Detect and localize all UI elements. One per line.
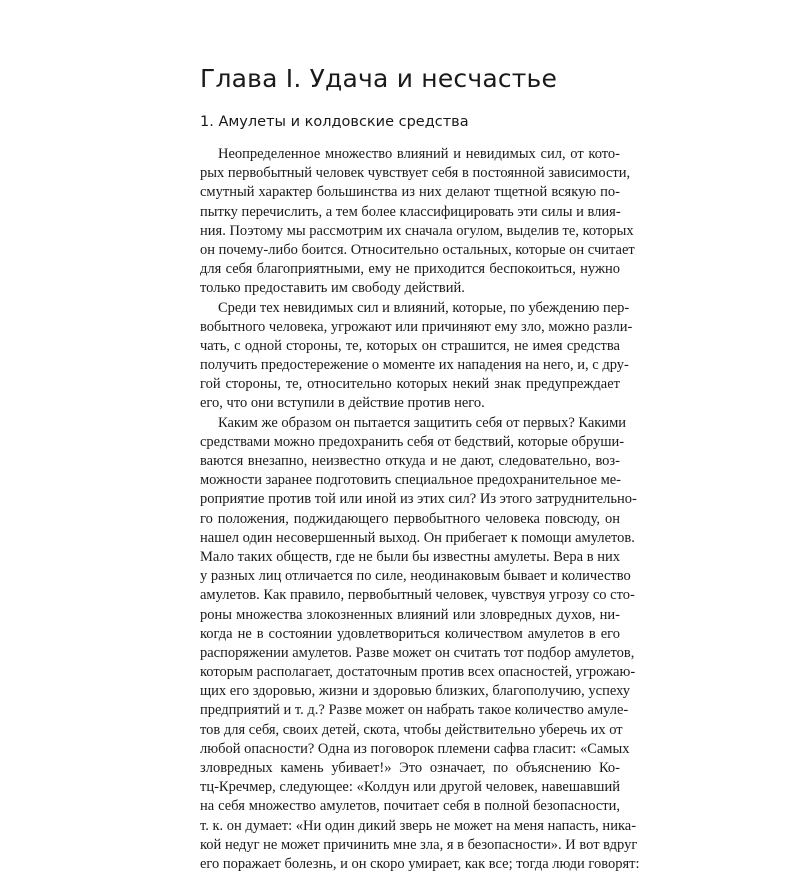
text-line: Каким же образом он пытается защитить себя от первых? Какими — [218, 414, 627, 431]
text-line: на себя множество амулетов, почитает себя в полной безопасности, — [200, 798, 620, 815]
chapter-title: Глава I. Удача и несчастье — [200, 64, 558, 93]
text-line: роны множества злокозненных влияний или зловредных духов, ни- — [200, 606, 620, 623]
text-line: получить предостережение о моменте их нападения на него, и, с дру- — [200, 357, 629, 374]
text-line: можности заранее подготовить специальное предохранительное ме- — [200, 472, 622, 489]
text-line: только предоставить им свободу действий. — [200, 280, 465, 297]
text-line: тов для себя, своих детей, скота, чтобы действительно уберечь их от — [200, 721, 623, 738]
text-line: Среди тех невидимых сил и влияний, которые, по убеждению пер- — [218, 299, 630, 316]
text-line: смутный характер большинства из них делают тщетной всякую по- — [200, 184, 620, 201]
text-line: предприятий и т. д.? Разве может он набрать такое количество амуле- — [200, 702, 629, 719]
text-line: ваются внезапно, неизвестно откуда и не дают, следовательно, воз- — [200, 453, 620, 469]
text-line: щих его здоровью, жизни и здоровью близких, благополучию, успеху — [200, 683, 631, 700]
text-line: чать, с одной стороны, те, которых он страшится, не имея средства — [200, 337, 620, 354]
text-line: Мало таких обществ, где не были бы известны амулеты. Вера в них — [200, 548, 620, 565]
text-line: кой недуг не может причинить мне зла, я в безопасности». И вот вдруг — [200, 836, 638, 853]
text-line: тц-Кречмер, следующее: «Колдун или другой человек, навешавший — [200, 779, 620, 796]
text-line: ния. Поэтому мы рассмотрим их сначала огулом, выделив те, которых — [200, 222, 634, 239]
text-line: зловредных камень убивает!» Это означает, по объяснению Ко- — [200, 760, 620, 776]
text-line: Неопределенное множество влияний и невидимых сил, от кото- — [218, 146, 620, 162]
text-line: роприятие против той или иной из этих сил? Из этого затруднительно- — [200, 491, 637, 508]
text-line: амулетов. Как правило, первобытный человек, чувствуя угрозу со сто- — [200, 587, 635, 604]
text-line: нашел один несовершенный выход. Он прибегает к помощи амулетов. — [200, 529, 635, 546]
text-line: т. к. он думает: «Ни один дикий зверь не может на меня напасть, ника- — [200, 817, 637, 834]
text-line: его, что они вступили в действие против него. — [200, 395, 485, 412]
body-text — [200, 145, 640, 874]
text-line: рых первобытный человек чувствует себя в постоянной зависимости, — [200, 165, 631, 182]
text-line: вобытного человека, угрожают или причиняют ему зло, можно разли- — [200, 318, 633, 335]
text-line: средствами можно предохранить себя от бедствий, которые обруши- — [200, 433, 625, 450]
text-line: когда не в состоянии удовлетвориться количеством амулетов в его — [200, 625, 620, 642]
text-line: распоряжении амулетов. Разве может он считать тот подбор амулетов, — [200, 644, 635, 661]
text-line: у разных лиц отличается по силе, неодинаковым бывает и количество — [200, 568, 631, 585]
text-line: для себя благоприятными, ему не приходится беспокоиться, нужно — [200, 261, 620, 278]
text-line: его поражает болезнь, и он скоро умирает, как все; тогда люди говорят: — [200, 855, 640, 872]
text-line: он почему-либо боится. Относительно остальных, которые он считает — [200, 241, 635, 258]
text-line: го положения, поджидающего первобытного человека повсюду, он — [200, 510, 620, 527]
text-line: любой опасности? Одна из поговорок племени сафва гласит: «Самых — [200, 740, 630, 757]
text-line: которым располагает, достаточным против всех опасностей, угрожаю- — [200, 664, 636, 681]
text-line: гой стороны, те, относительно которых некий знак предупреждает — [200, 376, 620, 393]
text-line: пытку перечислить, а тем более классифицировать эти силы и влия- — [200, 203, 621, 220]
section-title: 1. Амулеты и колдовские средства — [200, 114, 469, 130]
